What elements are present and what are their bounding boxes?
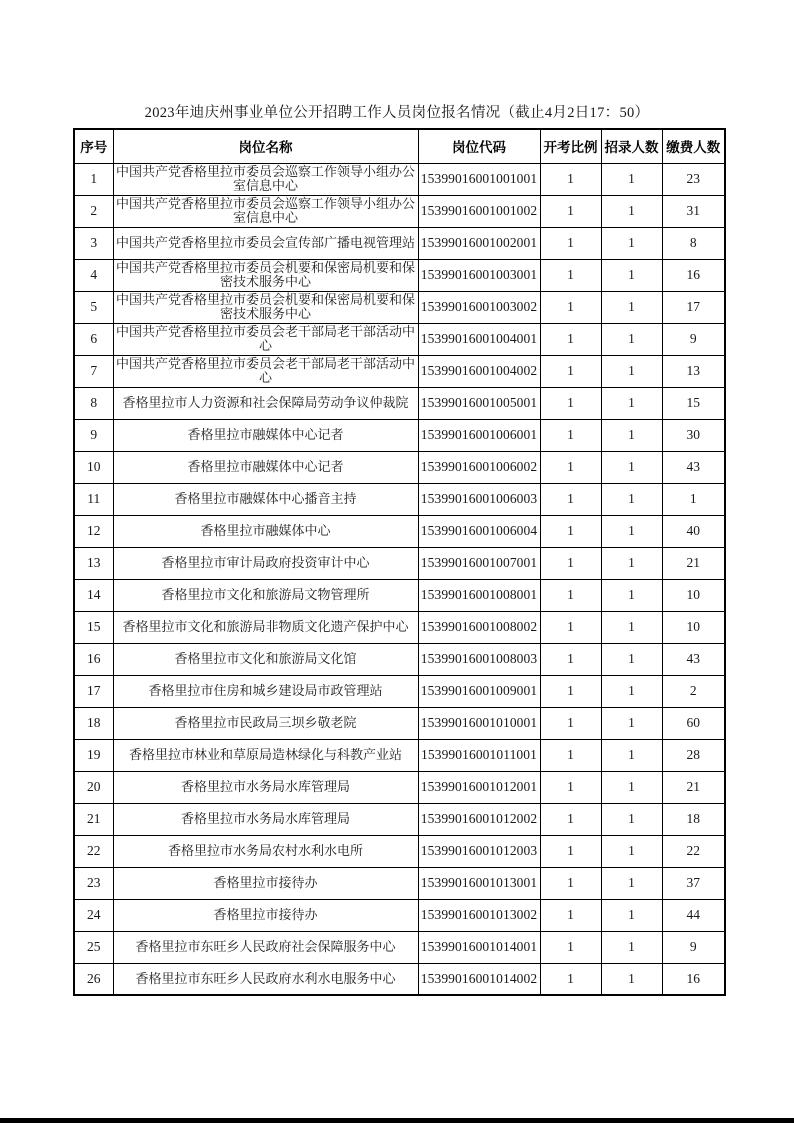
cell-exam-ratio: 1 (540, 515, 601, 547)
cell-exam-ratio: 1 (540, 899, 601, 931)
cell-index: 20 (74, 771, 113, 803)
cell-exam-ratio: 1 (540, 803, 601, 835)
cell-index: 9 (74, 419, 113, 451)
table-row (74, 579, 725, 611)
table-row (74, 739, 725, 771)
cell-paid-count: 43 (662, 643, 725, 675)
cell-index: 7 (74, 355, 113, 387)
cell-position-name: 香格里拉市住房和城乡建设局市政管理站 (113, 675, 418, 707)
table-row (74, 515, 725, 547)
table-row (74, 611, 725, 643)
cell-index: 16 (74, 643, 113, 675)
cell-position-code: 15399016001006001 (418, 419, 540, 451)
cell-exam-ratio: 1 (540, 259, 601, 291)
cell-position-name: 香格里拉市文化和旅游局文化馆 (113, 643, 418, 675)
cell-recruit-count: 1 (601, 515, 662, 547)
cell-paid-count: 13 (662, 355, 725, 387)
cell-position-code: 15399016001014001 (418, 931, 540, 963)
table-row (74, 803, 725, 835)
cell-recruit-count: 1 (601, 963, 662, 995)
cell-index: 25 (74, 931, 113, 963)
cell-recruit-count: 1 (601, 707, 662, 739)
cell-index: 8 (74, 387, 113, 419)
table-row (74, 771, 725, 803)
cell-recruit-count: 1 (601, 835, 662, 867)
cell-index: 2 (74, 195, 113, 227)
table-row (74, 323, 725, 355)
cell-paid-count: 17 (662, 291, 725, 323)
cell-exam-ratio: 1 (540, 227, 601, 259)
cell-paid-count: 22 (662, 835, 725, 867)
cell-exam-ratio: 1 (540, 611, 601, 643)
cell-paid-count: 1 (662, 483, 725, 515)
cell-recruit-count: 1 (601, 675, 662, 707)
cell-index: 6 (74, 323, 113, 355)
header-cell-position-name: 岗位名称 (113, 129, 418, 163)
cell-index: 21 (74, 803, 113, 835)
cell-recruit-count: 1 (601, 579, 662, 611)
cell-index: 24 (74, 899, 113, 931)
header-row (74, 129, 725, 163)
cell-position-code: 15399016001004001 (418, 323, 540, 355)
cell-position-name: 香格里拉市民政局三坝乡敬老院 (113, 707, 418, 739)
cell-exam-ratio: 1 (540, 451, 601, 483)
cell-paid-count: 23 (662, 163, 725, 195)
cell-position-name: 香格里拉市水务局农村水利水电所 (113, 835, 418, 867)
cell-recruit-count: 1 (601, 259, 662, 291)
cell-position-name: 香格里拉市融媒体中心播音主持 (113, 483, 418, 515)
cell-position-name: 香格里拉市审计局政府投资审计中心 (113, 547, 418, 579)
cell-position-code: 15399016001013001 (418, 867, 540, 899)
table-row (74, 419, 725, 451)
cell-recruit-count: 1 (601, 771, 662, 803)
cell-position-code: 15399016001006004 (418, 515, 540, 547)
cell-recruit-count: 1 (601, 227, 662, 259)
cell-position-code: 15399016001006003 (418, 483, 540, 515)
cell-paid-count: 30 (662, 419, 725, 451)
cell-index: 4 (74, 259, 113, 291)
cell-position-code: 15399016001012002 (418, 803, 540, 835)
page-title: 2023年迪庆州事业单位公开招聘工作人员岗位报名情况（截止4月2日17：50） (144, 105, 650, 121)
cell-position-name: 香格里拉市东旺乡人民政府水利水电服务中心 (113, 963, 418, 995)
cell-exam-ratio: 1 (540, 643, 601, 675)
cell-recruit-count: 1 (601, 803, 662, 835)
header-cell-paid-count: 缴费人数 (662, 129, 725, 163)
table-row (74, 675, 725, 707)
cell-recruit-count: 1 (601, 867, 662, 899)
cell-index: 3 (74, 227, 113, 259)
cell-index: 15 (74, 611, 113, 643)
cell-index: 18 (74, 707, 113, 739)
cell-position-name: 香格里拉市接待办 (113, 867, 418, 899)
cell-recruit-count: 1 (601, 419, 662, 451)
cell-paid-count: 9 (662, 323, 725, 355)
table-body (74, 163, 725, 995)
table-row (74, 227, 725, 259)
cell-exam-ratio: 1 (540, 291, 601, 323)
cell-position-name: 中国共产党香格里拉市委员会老干部局老干部活动中心 (113, 355, 418, 387)
cell-exam-ratio: 1 (540, 963, 601, 995)
cell-index: 17 (74, 675, 113, 707)
header-cell-index: 序号 (74, 129, 113, 163)
cell-paid-count: 28 (662, 739, 725, 771)
cell-position-name: 香格里拉市水务局水库管理局 (113, 803, 418, 835)
cell-position-name: 中国共产党香格里拉市委员会老干部局老干部活动中心 (113, 323, 418, 355)
cell-position-code: 15399016001007001 (418, 547, 540, 579)
table-row (74, 963, 725, 995)
cell-position-name: 中国共产党香格里拉市委员会机要和保密局机要和保密技术服务中心 (113, 291, 418, 323)
cell-position-code: 15399016001009001 (418, 675, 540, 707)
cell-paid-count: 15 (662, 387, 725, 419)
cell-position-name: 香格里拉市融媒体中心记者 (113, 419, 418, 451)
cell-position-name: 中国共产党香格里拉市委员会宣传部广播电视管理站 (113, 227, 418, 259)
cell-position-code: 15399016001001001 (418, 163, 540, 195)
cell-position-code: 15399016001008002 (418, 611, 540, 643)
cell-recruit-count: 1 (601, 899, 662, 931)
cell-paid-count: 60 (662, 707, 725, 739)
cell-recruit-count: 1 (601, 611, 662, 643)
cell-exam-ratio: 1 (540, 419, 601, 451)
cell-paid-count: 44 (662, 899, 725, 931)
cell-exam-ratio: 1 (540, 707, 601, 739)
cell-index: 1 (74, 163, 113, 195)
cell-exam-ratio: 1 (540, 675, 601, 707)
table-row (74, 195, 725, 227)
cell-paid-count: 10 (662, 611, 725, 643)
cell-recruit-count: 1 (601, 387, 662, 419)
cell-exam-ratio: 1 (540, 195, 601, 227)
cell-recruit-count: 1 (601, 291, 662, 323)
cell-position-name: 香格里拉市文化和旅游局非物质文化遗产保护中心 (113, 611, 418, 643)
table-row (74, 835, 725, 867)
cell-index: 12 (74, 515, 113, 547)
cell-exam-ratio: 1 (540, 323, 601, 355)
table-row (74, 355, 725, 387)
table-row (74, 291, 725, 323)
cell-position-name: 香格里拉市融媒体中心记者 (113, 451, 418, 483)
cell-position-code: 15399016001003002 (418, 291, 540, 323)
cell-position-code: 15399016001002001 (418, 227, 540, 259)
table-row (74, 451, 725, 483)
table-row (74, 931, 725, 963)
cell-paid-count: 9 (662, 931, 725, 963)
cell-index: 11 (74, 483, 113, 515)
cell-recruit-count: 1 (601, 195, 662, 227)
cell-position-code: 15399016001004002 (418, 355, 540, 387)
cell-recruit-count: 1 (601, 739, 662, 771)
cell-recruit-count: 1 (601, 643, 662, 675)
header-cell-exam-ratio: 开考比例 (540, 129, 601, 163)
cell-position-name: 中国共产党香格里拉市委员会巡察工作领导小组办公室信息中心 (113, 163, 418, 195)
cell-paid-count: 16 (662, 259, 725, 291)
cell-exam-ratio: 1 (540, 163, 601, 195)
cell-recruit-count: 1 (601, 355, 662, 387)
cell-paid-count: 10 (662, 579, 725, 611)
table-row (74, 867, 725, 899)
cell-paid-count: 21 (662, 547, 725, 579)
table-row (74, 707, 725, 739)
cell-position-code: 15399016001012003 (418, 835, 540, 867)
cell-paid-count: 40 (662, 515, 725, 547)
cell-position-code: 15399016001010001 (418, 707, 540, 739)
cell-paid-count: 21 (662, 771, 725, 803)
cell-position-name: 中国共产党香格里拉市委员会巡察工作领导小组办公室信息中心 (113, 195, 418, 227)
cell-exam-ratio: 1 (540, 867, 601, 899)
scan-edge-bottom (0, 1118, 794, 1123)
cell-exam-ratio: 1 (540, 387, 601, 419)
cell-position-name: 中国共产党香格里拉市委员会机要和保密局机要和保密技术服务中心 (113, 259, 418, 291)
cell-position-code: 15399016001011001 (418, 739, 540, 771)
cell-exam-ratio: 1 (540, 931, 601, 963)
cell-position-code: 15399016001003001 (418, 259, 540, 291)
table-row (74, 483, 725, 515)
cell-index: 5 (74, 291, 113, 323)
cell-exam-ratio: 1 (540, 355, 601, 387)
header-cell-position-code: 岗位代码 (418, 129, 540, 163)
cell-exam-ratio: 1 (540, 771, 601, 803)
cell-position-code: 15399016001008001 (418, 579, 540, 611)
table-row (74, 899, 725, 931)
table-row (74, 547, 725, 579)
cell-exam-ratio: 1 (540, 579, 601, 611)
cell-index: 22 (74, 835, 113, 867)
cell-position-name: 香格里拉市东旺乡人民政府社会保障服务中心 (113, 931, 418, 963)
cell-recruit-count: 1 (601, 163, 662, 195)
table-row (74, 259, 725, 291)
cell-recruit-count: 1 (601, 323, 662, 355)
table-row (74, 643, 725, 675)
cell-recruit-count: 1 (601, 547, 662, 579)
cell-paid-count: 18 (662, 803, 725, 835)
cell-index: 14 (74, 579, 113, 611)
cell-position-name: 香格里拉市林业和草原局造林绿化与科教产业站 (113, 739, 418, 771)
cell-position-name: 香格里拉市文化和旅游局文物管理所 (113, 579, 418, 611)
cell-paid-count: 8 (662, 227, 725, 259)
cell-position-code: 15399016001008003 (418, 643, 540, 675)
cell-position-code: 15399016001013002 (418, 899, 540, 931)
cell-position-name: 香格里拉市水务局水库管理局 (113, 771, 418, 803)
header-cell-recruit-count: 招录人数 (601, 129, 662, 163)
cell-paid-count: 16 (662, 963, 725, 995)
positions-table (73, 128, 726, 996)
cell-position-name: 香格里拉市融媒体中心 (113, 515, 418, 547)
cell-index: 23 (74, 867, 113, 899)
cell-index: 19 (74, 739, 113, 771)
cell-position-code: 15399016001001002 (418, 195, 540, 227)
cell-index: 13 (74, 547, 113, 579)
cell-recruit-count: 1 (601, 451, 662, 483)
cell-paid-count: 43 (662, 451, 725, 483)
cell-index: 10 (74, 451, 113, 483)
cell-recruit-count: 1 (601, 483, 662, 515)
cell-paid-count: 31 (662, 195, 725, 227)
cell-paid-count: 37 (662, 867, 725, 899)
cell-exam-ratio: 1 (540, 483, 601, 515)
cell-exam-ratio: 1 (540, 739, 601, 771)
cell-position-code: 15399016001006002 (418, 451, 540, 483)
table-row (74, 387, 725, 419)
cell-position-code: 15399016001005001 (418, 387, 540, 419)
cell-exam-ratio: 1 (540, 835, 601, 867)
table-row (74, 163, 725, 195)
cell-position-code: 15399016001012001 (418, 771, 540, 803)
cell-index: 26 (74, 963, 113, 995)
cell-position-name: 香格里拉市人力资源和社会保障局劳动争议仲裁院 (113, 387, 418, 419)
cell-position-name: 香格里拉市接待办 (113, 899, 418, 931)
cell-recruit-count: 1 (601, 931, 662, 963)
cell-position-code: 15399016001014002 (418, 963, 540, 995)
cell-paid-count: 2 (662, 675, 725, 707)
cell-exam-ratio: 1 (540, 547, 601, 579)
